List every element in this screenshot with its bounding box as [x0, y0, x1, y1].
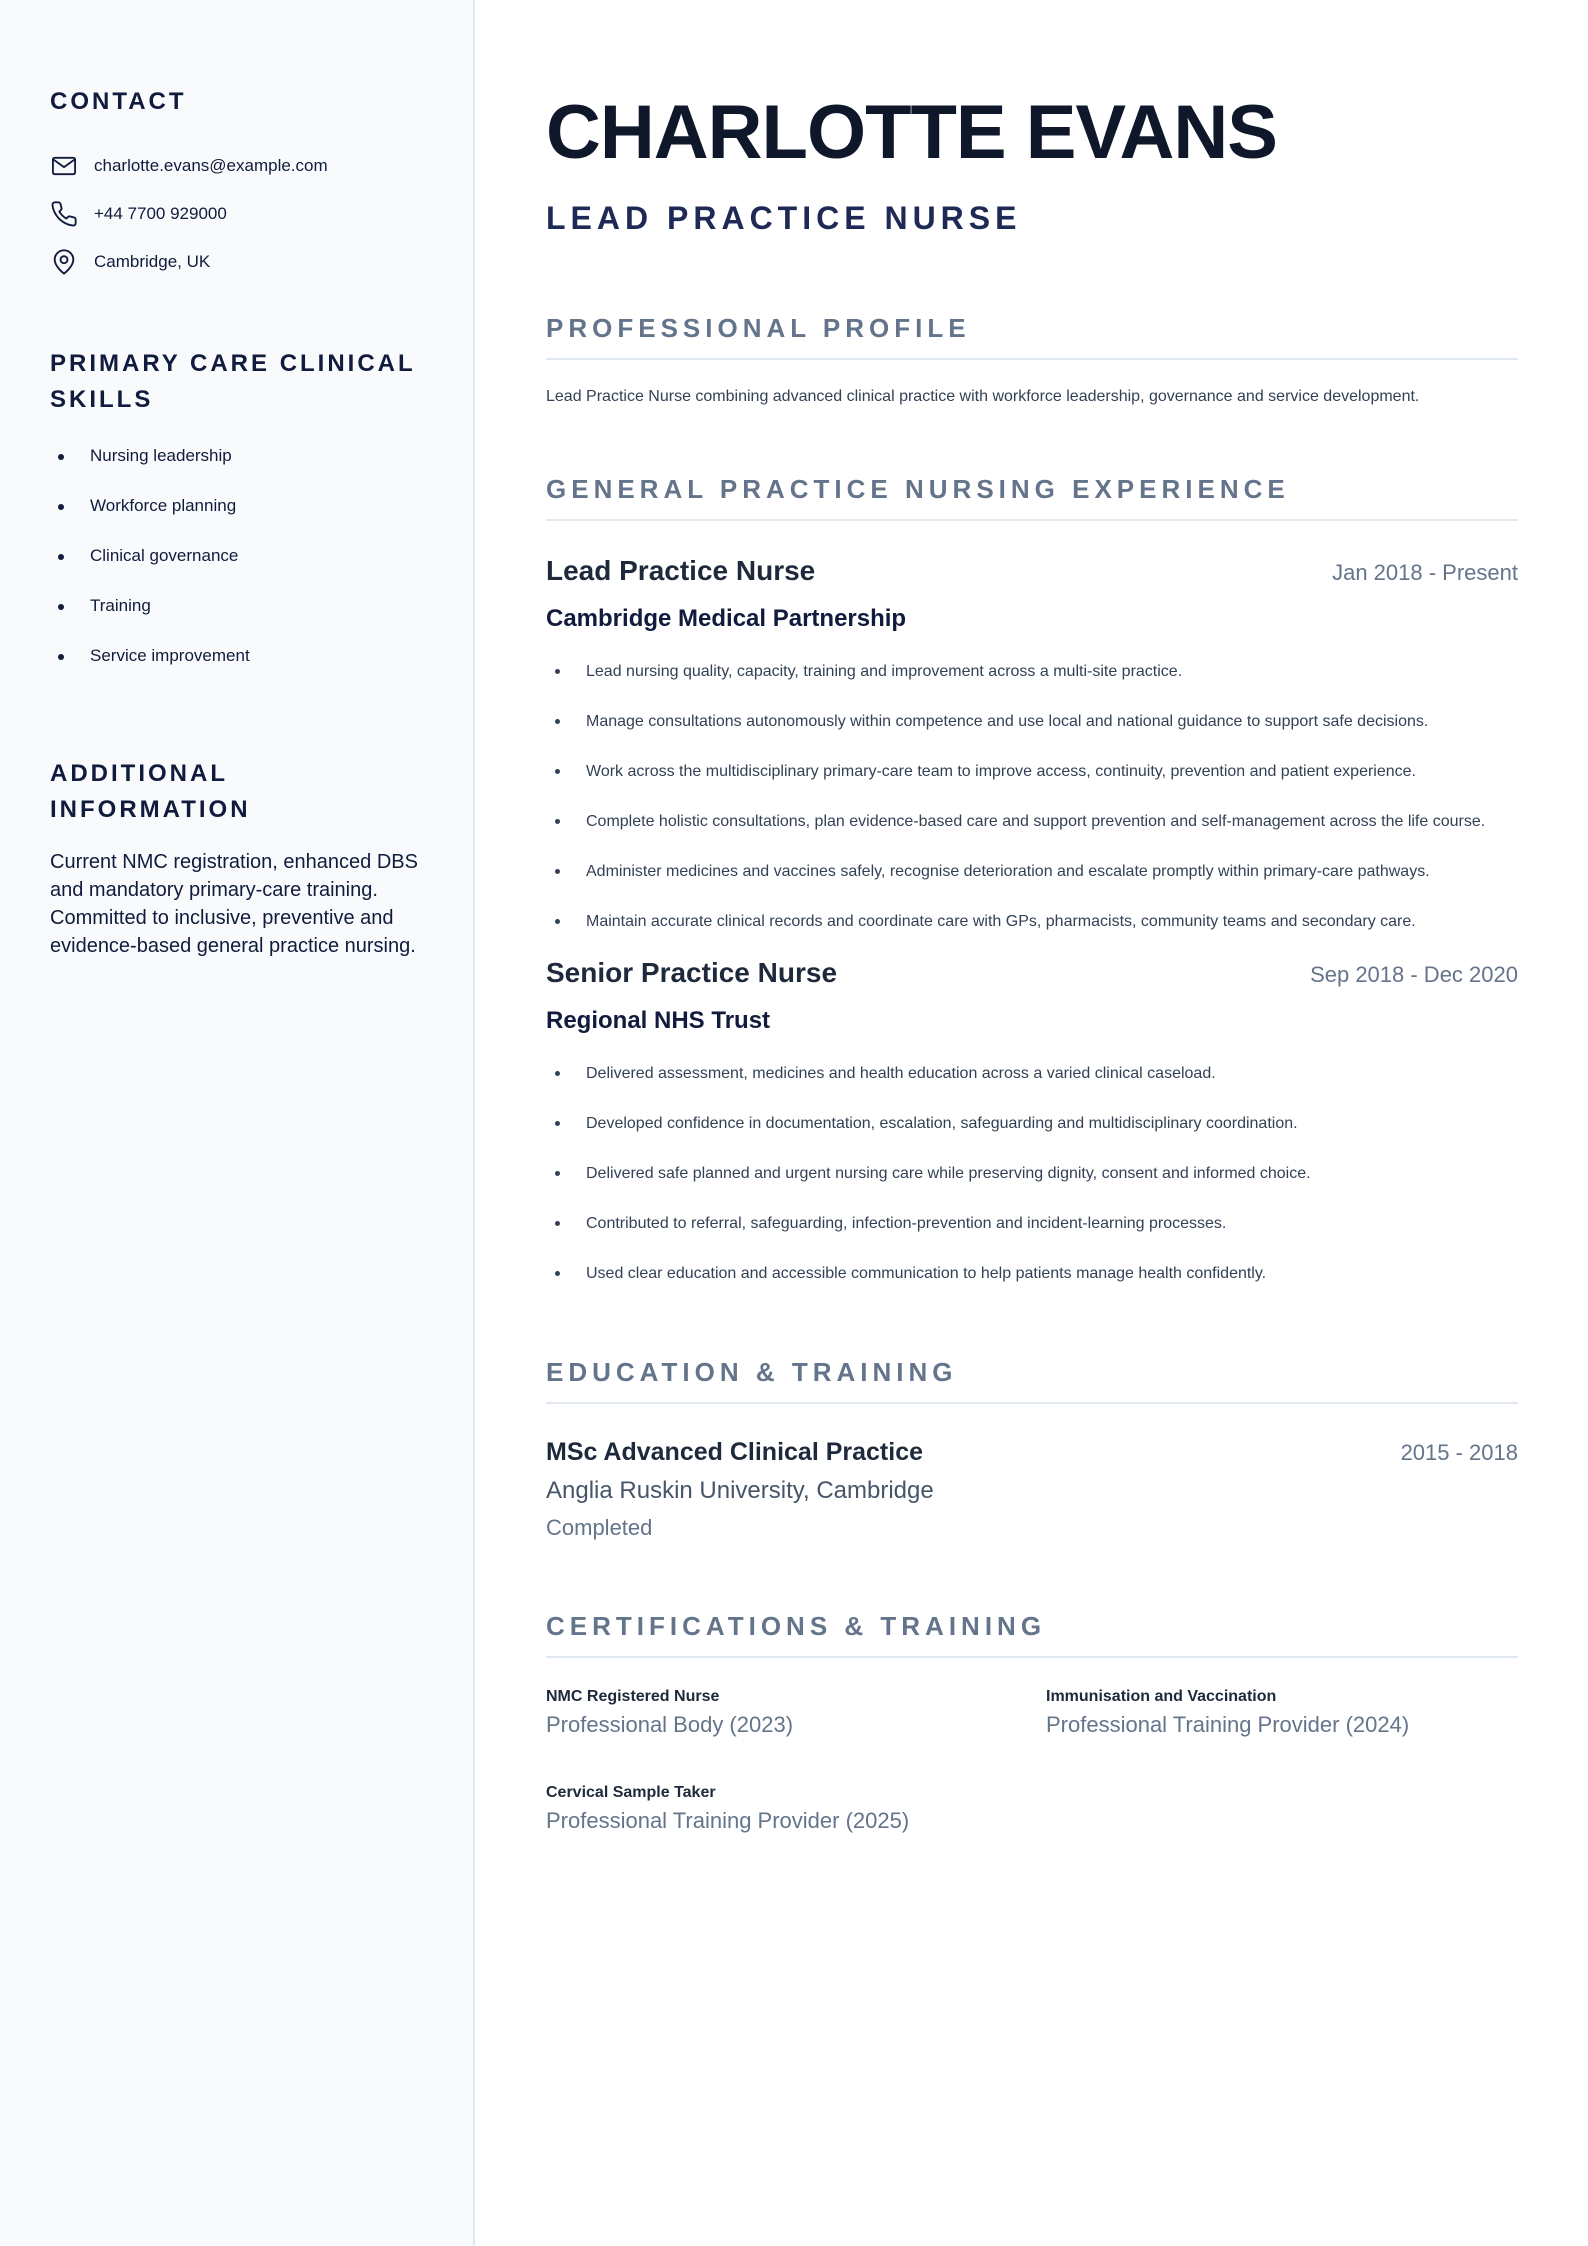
- profile-text: Lead Practice Nurse combining advanced clinical practice with workforce leadership, governance and service development.: [546, 388, 1420, 405]
- job-bullet: Administer medicines and vaccines safely, recognise deterioration and escalate promptly within primary-care pathways.: [546, 855, 1518, 889]
- job-bullet: Maintain accurate clinical records and coordinate care with GPs, pharmacists, community teams and secondary care.: [546, 905, 1518, 939]
- job-organization: Cambridge Medical Partnership: [546, 605, 907, 632]
- phone-icon: [50, 200, 78, 228]
- experience-section: [546, 474, 1518, 1291]
- email-text: charlotte.evans@example.com: [94, 156, 328, 175]
- certifications-grid: [546, 1688, 1518, 1834]
- contact-list: [50, 142, 423, 286]
- certification-name: NMC Registered Nurse: [546, 1688, 720, 1705]
- contact-phone[interactable]: [50, 190, 423, 238]
- job-bullet: Contributed to referral, safeguarding, infection-prevention and incident-learning processes.: [546, 1207, 1518, 1241]
- certification-name: Cervical Sample Taker: [546, 1784, 716, 1801]
- skill-item: Clinical governance: [50, 546, 423, 596]
- job-bullets: [546, 655, 1518, 939]
- skill-item: Workforce planning: [50, 496, 423, 546]
- skill-item: Nursing leadership: [50, 446, 423, 496]
- job-bullet: Delivered assessment, medicines and health education across a varied clinical caseload.: [546, 1057, 1518, 1091]
- job-bullet: Used clear education and accessible communication to help patients manage health confidently.: [546, 1257, 1518, 1291]
- additional-info-text: Current NMC registration, enhanced DBS and mandatory primary-care training. Committed to inclusive, preventive and evidence-based general practice nursing.: [50, 851, 418, 957]
- skills-heading: PRIMARY CARE CLINICAL SKILLS: [50, 350, 416, 413]
- candidate-role: LEAD PRACTICE NURSE: [546, 200, 1022, 236]
- skill-item: Training: [50, 596, 423, 646]
- job-bullet: Work across the multidisciplinary primary-care team to improve access, continuity, prevention and patient experience.: [546, 755, 1518, 789]
- job-organization: Regional NHS Trust: [546, 1007, 771, 1034]
- job-dates: Jan 2018 - Present: [1332, 560, 1518, 585]
- experience-heading: GENERAL PRACTICE NURSING EXPERIENCE: [546, 474, 1518, 521]
- education-school: Anglia Ruskin University, Cambridge: [546, 1477, 934, 1504]
- job-bullet: Lead nursing quality, capacity, training and improvement across a multi-site practice.: [546, 655, 1518, 689]
- certification-item: [546, 1688, 1046, 1738]
- certifications-section: [546, 1611, 1518, 1834]
- job-bullet: Delivered safe planned and urgent nursing care while preserving dignity, consent and informed choice.: [546, 1157, 1518, 1191]
- skill-item: Service improvement: [50, 646, 423, 696]
- location-pin-icon: [50, 248, 78, 276]
- certification-source: Professional Body (2023): [546, 1712, 794, 1737]
- sidebar: [0, 0, 475, 2246]
- certification-source: Professional Training Provider (2025): [546, 1808, 910, 1833]
- candidate-name: CHARLOTTE EVANS: [546, 90, 1277, 175]
- job-bullet: Developed confidence in documentation, escalation, safeguarding and multidisciplinary coordination.: [546, 1107, 1518, 1141]
- job-entry: [546, 957, 1518, 1291]
- education-dates: 2015 - 2018: [1400, 1440, 1518, 1465]
- job-dates: Sep 2018 - Dec 2020: [1310, 962, 1518, 987]
- phone-text: +44 7700 929000: [94, 204, 227, 223]
- job-bullet: Complete holistic consultations, plan evidence-based care and support prevention and self-management across the life course.: [546, 805, 1518, 839]
- location-text: Cambridge, UK: [94, 252, 211, 271]
- certification-item: [546, 1784, 1046, 1834]
- education-section: [546, 1357, 1518, 1541]
- contact-location: [50, 238, 423, 286]
- mail-icon: [50, 152, 78, 180]
- certifications-heading: CERTIFICATIONS & TRAINING: [546, 1611, 1518, 1658]
- job-title: Lead Practice Nurse: [546, 555, 816, 586]
- job-bullets: [546, 1057, 1518, 1291]
- certification-name: Immunisation and Vaccination: [1046, 1688, 1277, 1705]
- job-bullet: Manage consultations autonomously within competence and use local and national guidance to support safe decisions.: [546, 705, 1518, 739]
- education-heading: EDUCATION & TRAINING: [546, 1357, 1518, 1404]
- contact-email[interactable]: [50, 142, 423, 190]
- education-degree: MSc Advanced Clinical Practice: [546, 1438, 924, 1466]
- certification-item: [1046, 1688, 1518, 1738]
- profile-heading: PROFESSIONAL PROFILE: [546, 313, 1518, 360]
- contact-heading: CONTACT: [50, 88, 187, 115]
- additional-info-heading: ADDITIONAL INFORMATION: [50, 760, 251, 823]
- job-entry: [546, 555, 1518, 939]
- job-title: Senior Practice Nurse: [546, 957, 838, 988]
- education-status: Completed: [546, 1515, 653, 1540]
- education-entry: [546, 1438, 1518, 1541]
- skills-list: [50, 446, 423, 696]
- profile-section: [546, 313, 1518, 408]
- certification-source: Professional Training Provider (2024): [1046, 1712, 1410, 1737]
- main-content: [475, 0, 1588, 2246]
